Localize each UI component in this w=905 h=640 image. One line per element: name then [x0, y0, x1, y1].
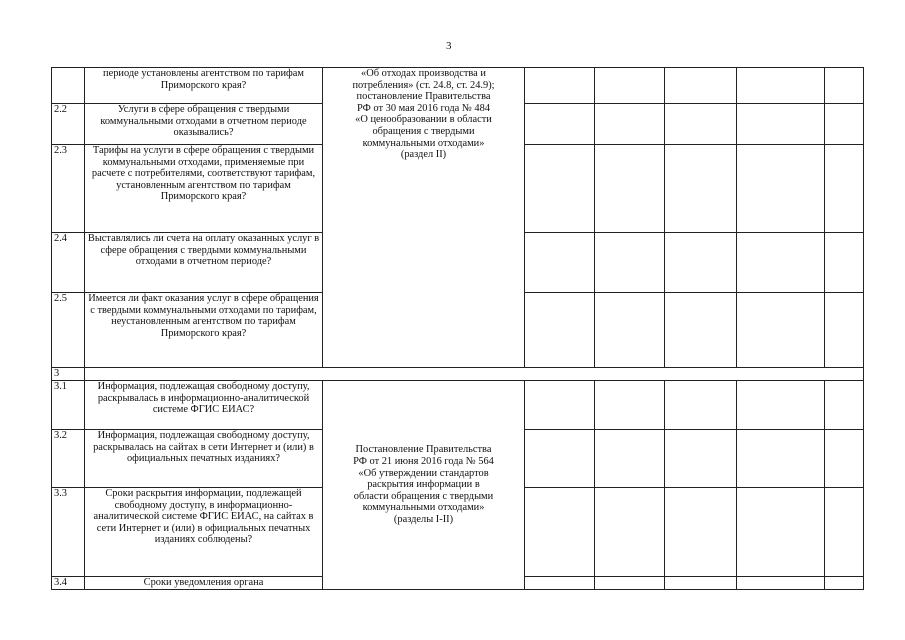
- row-number: 2.2: [52, 104, 85, 145]
- row-question: Имеется ли факт оказания услуг в сфере обращения с твердыми коммунальными отходами по тарифам, неустановленным агентством по тарифам Приморского края?: [85, 293, 323, 368]
- answer-na-cell[interactable]: [665, 577, 737, 590]
- answer-no-cell[interactable]: [595, 104, 665, 145]
- answer-note-cell[interactable]: [737, 233, 825, 293]
- answer-no-cell[interactable]: [595, 381, 665, 430]
- answer-extra-cell[interactable]: [825, 430, 864, 488]
- answer-extra-cell[interactable]: [825, 145, 864, 233]
- answer-extra-cell[interactable]: [825, 293, 864, 368]
- legal-basis-cell: [323, 381, 525, 590]
- answer-note-cell[interactable]: [737, 68, 825, 104]
- answer-no-cell[interactable]: [595, 577, 665, 590]
- answer-note-cell[interactable]: [737, 145, 825, 233]
- row-number: 3.4: [52, 577, 85, 590]
- legal-basis-cell: [323, 68, 525, 368]
- answer-yes-cell[interactable]: [525, 381, 595, 430]
- row-question: Информация, подлежащая свободному доступу, раскрывалась в информационно-аналитической системе ФГИС ЕИАС?: [85, 381, 323, 430]
- answer-extra-cell[interactable]: [825, 233, 864, 293]
- row-number: 3.1: [52, 381, 85, 430]
- answer-extra-cell[interactable]: [825, 381, 864, 430]
- answer-note-cell[interactable]: [737, 577, 825, 590]
- answer-na-cell[interactable]: [665, 430, 737, 488]
- answer-no-cell[interactable]: [595, 488, 665, 577]
- table-row: [52, 381, 864, 430]
- answer-na-cell[interactable]: [665, 145, 737, 233]
- answer-yes-cell[interactable]: [525, 488, 595, 577]
- section-number: 3: [52, 368, 85, 381]
- answer-no-cell[interactable]: [595, 293, 665, 368]
- checklist-table: [51, 67, 864, 590]
- row-question: периоде установлены агентством по тарифам Приморского края?: [85, 68, 323, 104]
- answer-na-cell[interactable]: [665, 233, 737, 293]
- row-question: Сроки уведомления органа: [85, 577, 323, 590]
- row-number: 3.3: [52, 488, 85, 577]
- answer-na-cell[interactable]: [665, 104, 737, 145]
- row-question: Сроки раскрытия информации, подлежащей свободному доступу, в информационно-аналитической системе ФГИС ЕИАС, на сайтах в сети Интернет и (или) в официальных печатных изданиях соблюдены?: [85, 488, 323, 577]
- answer-yes-cell[interactable]: [525, 293, 595, 368]
- row-number: [52, 68, 85, 104]
- answer-no-cell[interactable]: [595, 233, 665, 293]
- row-question: Информация, подлежащая свободному доступу, раскрывалась на сайтах в сети Интернет и (или) в официальных печатных изданиях?: [85, 430, 323, 488]
- row-number: 3.2: [52, 430, 85, 488]
- answer-na-cell[interactable]: [665, 488, 737, 577]
- answer-yes-cell[interactable]: [525, 145, 595, 233]
- answer-extra-cell[interactable]: [825, 104, 864, 145]
- row-number: 2.4: [52, 233, 85, 293]
- answer-note-cell[interactable]: [737, 381, 825, 430]
- answer-no-cell[interactable]: [595, 145, 665, 233]
- answer-yes-cell[interactable]: [525, 577, 595, 590]
- table-row: [52, 68, 864, 104]
- answer-yes-cell[interactable]: [525, 233, 595, 293]
- row-number: 2.5: [52, 293, 85, 368]
- answer-note-cell[interactable]: [737, 430, 825, 488]
- answer-note-cell[interactable]: [737, 488, 825, 577]
- answer-no-cell[interactable]: [595, 430, 665, 488]
- legal-basis-text: Постановление Правительства РФ от 21 июня 2016 года № 564 «Об утверждении стандартов раскрытия информации в области обращения с твердыми коммунальными отходами» (разделы I-II): [353, 444, 494, 525]
- answer-na-cell[interactable]: [665, 68, 737, 104]
- answer-no-cell[interactable]: [595, 68, 665, 104]
- section-header-row: [52, 368, 864, 381]
- answer-yes-cell[interactable]: [525, 430, 595, 488]
- legal-basis-text: «Об отходах производства и потребления» (ст. 24.8, ст. 24.9); постановление Правительства РФ от 30 мая 2016 года № 484 «О ценообразовании в области обращения с твердыми коммунальными отходами» (раздел II): [352, 68, 495, 161]
- answer-note-cell[interactable]: [737, 293, 825, 368]
- answer-extra-cell[interactable]: [825, 488, 864, 577]
- answer-na-cell[interactable]: [665, 293, 737, 368]
- row-number: 2.3: [52, 145, 85, 233]
- answer-extra-cell[interactable]: [825, 577, 864, 590]
- answer-yes-cell[interactable]: [525, 68, 595, 104]
- answer-na-cell[interactable]: [665, 381, 737, 430]
- row-question: Услуги в сфере обращения с твердыми коммунальными отходами в отчетном периоде оказывались?: [85, 104, 323, 145]
- section-header-cell: [85, 368, 864, 381]
- row-question: Выставлялись ли счета на оплату оказанных услуг в сфере обращения с твердыми коммунальными отходами в отчетном периоде?: [85, 233, 323, 293]
- answer-note-cell[interactable]: [737, 104, 825, 145]
- answer-extra-cell[interactable]: [825, 68, 864, 104]
- page-number: 3: [446, 40, 452, 52]
- row-question: Тарифы на услуги в сфере обращения с твердыми коммунальными отходами, применяемые при расчете с потребителями, соответствуют тарифам, установленным агентством по тарифам Приморского края?: [85, 145, 323, 233]
- answer-yes-cell[interactable]: [525, 104, 595, 145]
